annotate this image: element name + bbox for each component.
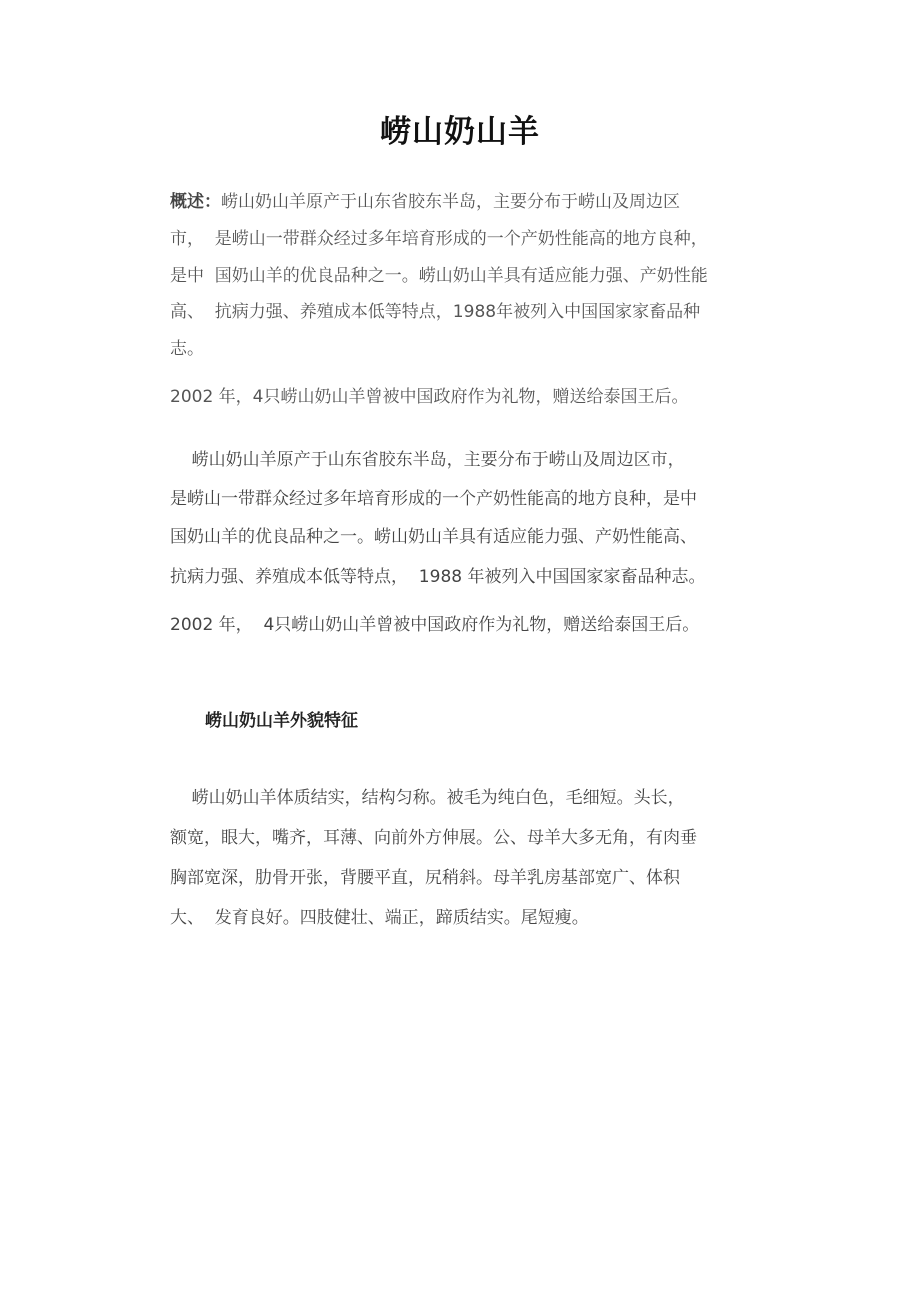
appearance-line: 额宽，眼大，嘴齐，耳薄、向前外方伸展。公、母羊大多无角，有肉垂 [170,828,697,848]
overview-line: 市， 是崂山一带群众经过多年培育形成的一个产奶性能高的地方良种， [170,229,708,249]
overview-line [170,191,680,213]
overview-line: 高、 抗病力强、养殖成本低等特点，1988年被列入中国国家家畜品种 [170,302,701,322]
appearance-line: 崂山奶山羊体质结实，结构匀称。被毛为纯白色，毛细短。头长， [170,788,685,808]
body-line: 崂山奶山羊原产于山东省胶东半岛，主要分布于崂山及周边区市， [170,450,685,470]
overview-line: 是中 国奶山羊的优良品种之一。崂山奶山羊具有适应能力强、产奶性能 [170,266,708,286]
overview-label: 概述： [170,192,221,212]
appearance-line: 胸部宽深，肋骨开张，背腰平直，尻稍斜。母羊乳房基部宽广、体积 [170,868,680,888]
document-title: 崂山奶山羊 [380,114,540,150]
overview-gift-line: 2002 年，4只崂山奶山羊曾被中国政府作为礼物，赠送给泰国王后。 [170,387,689,407]
body-line: 抗病力强、养殖成本低等特点， 1988 年被列入中国国家家畜品种志。 [170,567,706,587]
overview-text: 崂山奶山羊原产于山东省胶东半岛，主要分布于崂山及周边区 [221,192,680,212]
body-gift-line: 2002 年， 4只崂山奶山羊曾被中国政府作为礼物，赠送给泰国王后。 [170,615,700,635]
overview-line: 志。 [170,339,204,359]
appearance-line: 大、 发育良好。四肢健壮、端正，蹄质结实。尾短瘦。 [170,908,589,928]
body-line: 国奶山羊的优良品种之一。崂山奶山羊具有适应能力强、产奶性能高、 [170,527,697,547]
body-line: 是崂山一带群众经过多年培育形成的一个产奶性能高的地方良种，是中 [170,489,697,509]
section-heading: 崂山奶山羊外貌特征 [205,711,358,731]
